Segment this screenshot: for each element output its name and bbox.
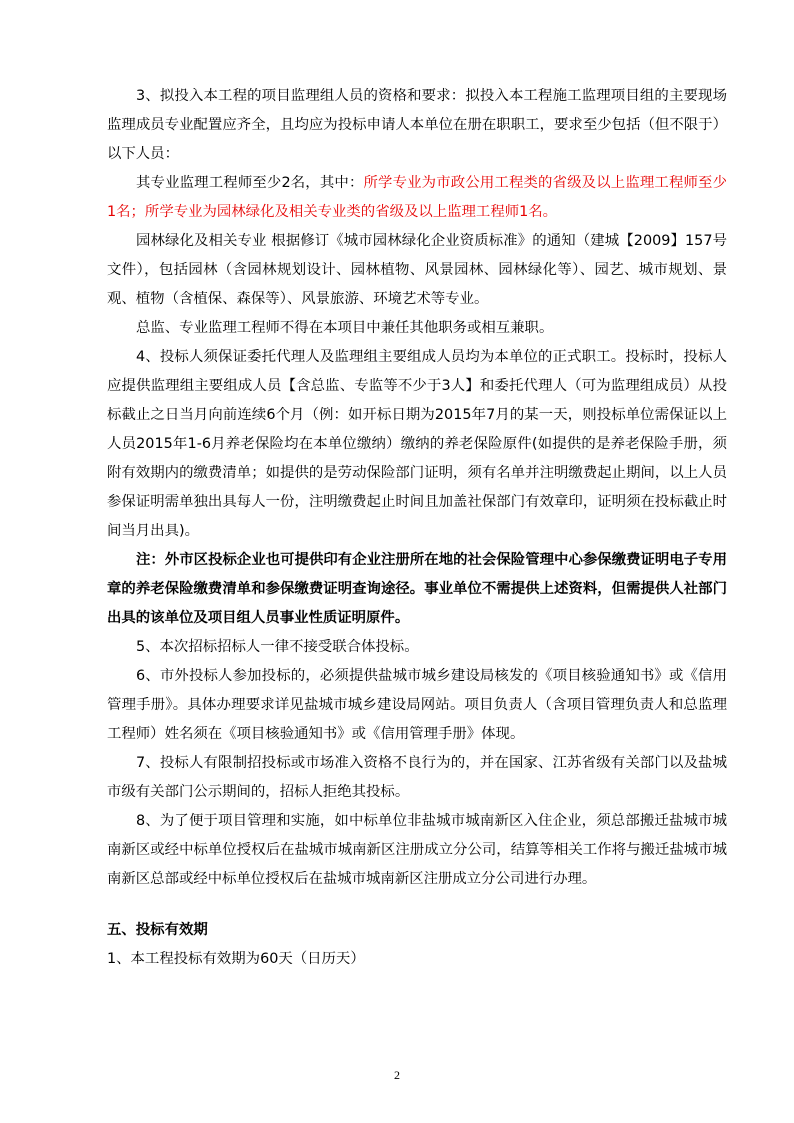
- engineer-count-highlight: 所学专业为市政公用工程类的省级及以上监理工程师至少1名；所学专业为园林绿化及相关专业类的省级及以上监理工程师1名。: [107, 175, 727, 220]
- paragraph-7-bad-conduct: 7、投标人有限制招投标或市场准入资格不良行为的，并在国家、江苏省级有关部门以及盐城市级有关部门公示期间的，招标人拒绝其投标。: [107, 755, 727, 800]
- paragraph-3a-engineer-count: [107, 169, 727, 227]
- engineer-count-prefix: 其专业监理工程师至少2名，其中：: [136, 175, 364, 191]
- paragraph-3b-landscape-majors: 园林绿化及相关专业 根据修订《城市园林绿化企业资质标准》的通知（建城【2009】157号文件），包括园林（含园林规划设计、园林植物、风景园林、园林绿化等）、园艺、城市规划、景观、植物（含植保、森保等）、风景旅游、环境艺术等专业。: [107, 233, 727, 307]
- paragraph-6-external-bidders: 6、市外投标人参加投标的，必须提供盐城市城乡建设局核发的《项目核验通知书》或《信用管理手册》。具体办理要求详见盐城市城乡建设局网站。项目负责人（含项目管理负责人和总监理工程师）姓名须在《项目核验通知书》或《信用管理手册》体现。: [107, 668, 727, 742]
- paragraph-4-social-insurance: 4、投标人须保证委托代理人及监理组主要组成人员均为本单位的正式职工。投标时，投标人应提供监理组主要组成人员【含总监、专监等不少于3人】和委托代理人（可为监理组成员）从投标截止之日当月向前连续6个月（例：如开标日期为2015年7月的某一天，则投标单位需保证以上人员2015年1-6月养老保险均在本单位缴纳）缴纳的养老保险原件(如提供的是养老保险手册，须附有效期内的缴费清单；如提供的是劳动保险部门证明，须有名单并注明缴费起止期间，以上人员参保证明需单独出具每人一份，注明缴费起止时间且加盖社保部门有效章印，证明须在投标截止时间当月出具)。: [107, 349, 727, 539]
- section-item-validity-period: 1、本工程投标有效期为60天（日历天）: [107, 951, 365, 967]
- document-body: [107, 82, 727, 974]
- page-number: 2: [394, 1068, 400, 1082]
- paragraph-5-no-consortium: 5、本次招标招标人一律不接受联合体投标。: [136, 639, 419, 655]
- paragraph-3-staff-requirements: 3、拟投入本工程的项目监理组人员的资格和要求：拟投入本工程施工监理项目组的主要现场监理成员专业配置应齐全，且均应为投标申请人本单位在册在职职工，要求至少包括（但不限于）以下人员：: [107, 88, 727, 162]
- section-heading-bid-validity: 五、投标有效期: [107, 922, 208, 938]
- paragraph-note: 注：外市区投标企业也可提供印有企业注册所在地的社会保险管理中心参保缴费证明电子专用章的养老保险缴费清单和参保缴费证明查询途径。事业单位不需提供上述资料，但需提供人社部门出具的该单位及项目组人员事业性质证明原件。: [107, 552, 727, 626]
- paragraph-8-relocation: 8、为了便于项目管理和实施，如中标单位非盐城市城南新区入住企业，须总部搬迁盐城市城南新区或经中标单位授权后在盐城市城南新区注册成立分公司，结算等相关工作将与搬迁盐城市城南新区总部或经中标单位授权后在盐城市城南新区注册成立分公司进行办理。: [107, 813, 727, 887]
- paragraph-3c-no-concurrent-posts: 总监、专业监理工程师不得在本项目中兼任其他职务或相互兼职。: [136, 320, 554, 336]
